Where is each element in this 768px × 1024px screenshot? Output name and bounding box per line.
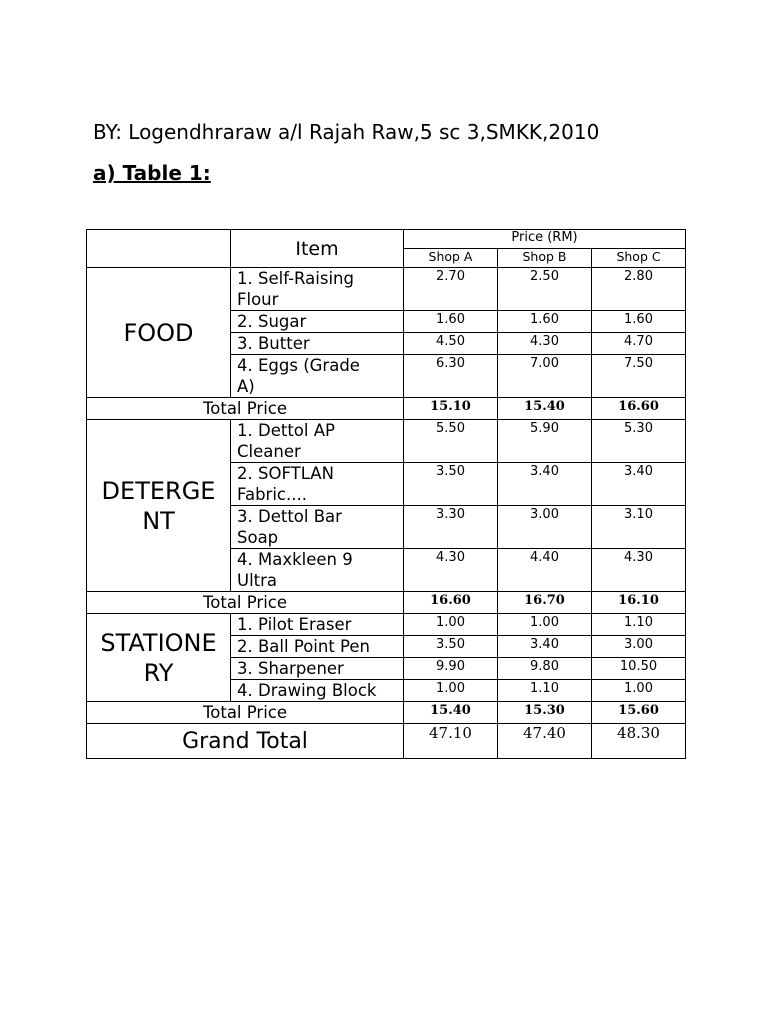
price-cell: 4.70 bbox=[592, 333, 686, 355]
item-name: Soap bbox=[237, 528, 279, 547]
price-cell: 1.10 bbox=[592, 614, 686, 636]
price-cell: 2.70 bbox=[404, 268, 498, 311]
category-name: DETERGE bbox=[101, 476, 216, 505]
total-price-value: 15.40 bbox=[404, 702, 498, 724]
item-name: 1. Pilot Eraser bbox=[237, 615, 352, 634]
item-cell bbox=[231, 355, 404, 398]
price-cell: 4.40 bbox=[498, 549, 592, 592]
grand-total-row bbox=[87, 724, 686, 759]
author-line: BY: Logendhraraw a/l Rajah Raw,5 sc 3,SMKK,2010 bbox=[93, 120, 600, 144]
total-price-value: 16.60 bbox=[592, 398, 686, 420]
item-cell bbox=[231, 333, 404, 355]
item-row bbox=[87, 420, 686, 463]
price-cell: 3.40 bbox=[498, 463, 592, 506]
item-cell bbox=[231, 506, 404, 549]
price-cell: 3.10 bbox=[592, 506, 686, 549]
price-cell: 10.50 bbox=[592, 658, 686, 680]
price-cell: 7.00 bbox=[498, 355, 592, 398]
price-cell: 3.50 bbox=[404, 463, 498, 506]
total-price-value: 16.60 bbox=[404, 592, 498, 614]
header-blank-cell bbox=[87, 230, 231, 268]
item-name: 3. Butter bbox=[237, 334, 310, 353]
price-cell: 1.60 bbox=[404, 311, 498, 333]
price-comparison-table bbox=[86, 229, 686, 759]
price-cell: 3.50 bbox=[404, 636, 498, 658]
price-cell: 1.00 bbox=[592, 680, 686, 702]
price-cell: 4.50 bbox=[404, 333, 498, 355]
price-cell: 2.80 bbox=[592, 268, 686, 311]
price-cell: 1.60 bbox=[592, 311, 686, 333]
category-name: RY bbox=[143, 658, 174, 687]
price-cell: 3.00 bbox=[592, 636, 686, 658]
header-row-price bbox=[87, 230, 686, 249]
price-cell: 5.90 bbox=[498, 420, 592, 463]
item-cell bbox=[231, 420, 404, 463]
price-cell: 3.00 bbox=[498, 506, 592, 549]
total-price-label: Total Price bbox=[87, 702, 404, 724]
price-cell: 7.50 bbox=[592, 355, 686, 398]
item-cell bbox=[231, 658, 404, 680]
category-name: FOOD bbox=[123, 318, 194, 347]
price-cell: 3.40 bbox=[592, 463, 686, 506]
item-name: 3. Dettol Bar bbox=[237, 507, 342, 526]
item-name: Fabric.... bbox=[237, 485, 307, 504]
grand-total-value: 47.10 bbox=[404, 724, 498, 759]
total-price-value: 15.10 bbox=[404, 398, 498, 420]
grand-total-value: 48.30 bbox=[592, 724, 686, 759]
total-row bbox=[87, 398, 686, 420]
price-cell: 5.50 bbox=[404, 420, 498, 463]
price-cell: 3.30 bbox=[404, 506, 498, 549]
price-cell: 4.30 bbox=[404, 549, 498, 592]
price-cell: 4.30 bbox=[592, 549, 686, 592]
price-cell: 5.30 bbox=[592, 420, 686, 463]
total-price-value: 16.70 bbox=[498, 592, 592, 614]
item-cell bbox=[231, 463, 404, 506]
item-name: 2. Sugar bbox=[237, 312, 307, 331]
item-cell bbox=[231, 614, 404, 636]
total-price-label: Total Price bbox=[87, 398, 404, 420]
item-name: 4. Drawing Block bbox=[237, 681, 377, 700]
category-name: NT bbox=[142, 506, 175, 535]
price-cell: 3.40 bbox=[498, 636, 592, 658]
price-cell: 1.00 bbox=[498, 614, 592, 636]
item-cell bbox=[231, 311, 404, 333]
price-cell: 1.60 bbox=[498, 311, 592, 333]
item-row bbox=[87, 614, 686, 636]
table-heading: a) Table 1: bbox=[93, 161, 211, 185]
item-cell bbox=[231, 680, 404, 702]
grand-total-value: 47.40 bbox=[498, 724, 592, 759]
total-price-value: 15.30 bbox=[498, 702, 592, 724]
header-shop-a: Shop A bbox=[404, 249, 498, 268]
item-name: Cleaner bbox=[237, 442, 301, 461]
price-cell: 9.90 bbox=[404, 658, 498, 680]
total-price-value: 15.40 bbox=[498, 398, 592, 420]
price-cell: 6.30 bbox=[404, 355, 498, 398]
item-name: 1. Dettol AP bbox=[237, 421, 335, 440]
grand-total-label: Grand Total bbox=[87, 724, 404, 759]
item-name: 2. SOFTLAN bbox=[237, 464, 334, 483]
total-price-label: Total Price bbox=[87, 592, 404, 614]
header-price: Price (RM) bbox=[404, 230, 686, 249]
total-price-value: 15.60 bbox=[592, 702, 686, 724]
price-cell: 1.00 bbox=[404, 680, 498, 702]
item-row bbox=[87, 268, 686, 311]
item-name: 2. Ball Point Pen bbox=[237, 637, 371, 656]
item-name: A) bbox=[237, 377, 255, 396]
total-price-value: 16.10 bbox=[592, 592, 686, 614]
total-row bbox=[87, 702, 686, 724]
price-table-body bbox=[87, 230, 686, 759]
item-cell bbox=[231, 549, 404, 592]
category-cell bbox=[87, 614, 231, 702]
price-cell: 1.10 bbox=[498, 680, 592, 702]
category-name: STATIONE bbox=[100, 628, 217, 657]
item-name: Flour bbox=[237, 290, 279, 309]
item-name: 3. Sharpener bbox=[237, 659, 344, 678]
item-name: Ultra bbox=[237, 571, 278, 590]
price-cell: 1.00 bbox=[404, 614, 498, 636]
header-shop-b: Shop B bbox=[498, 249, 592, 268]
price-cell: 4.30 bbox=[498, 333, 592, 355]
item-name: 1. Self-Raising bbox=[237, 269, 354, 288]
item-cell bbox=[231, 268, 404, 311]
item-name: 4. Eggs (Grade bbox=[237, 356, 360, 375]
item-cell bbox=[231, 636, 404, 658]
category-cell bbox=[87, 420, 231, 592]
price-cell: 9.80 bbox=[498, 658, 592, 680]
header-shop-c: Shop C bbox=[592, 249, 686, 268]
header-item: Item bbox=[231, 230, 404, 268]
total-row bbox=[87, 592, 686, 614]
item-name: 4. Maxkleen 9 bbox=[237, 550, 353, 569]
price-cell: 2.50 bbox=[498, 268, 592, 311]
category-cell bbox=[87, 268, 231, 398]
